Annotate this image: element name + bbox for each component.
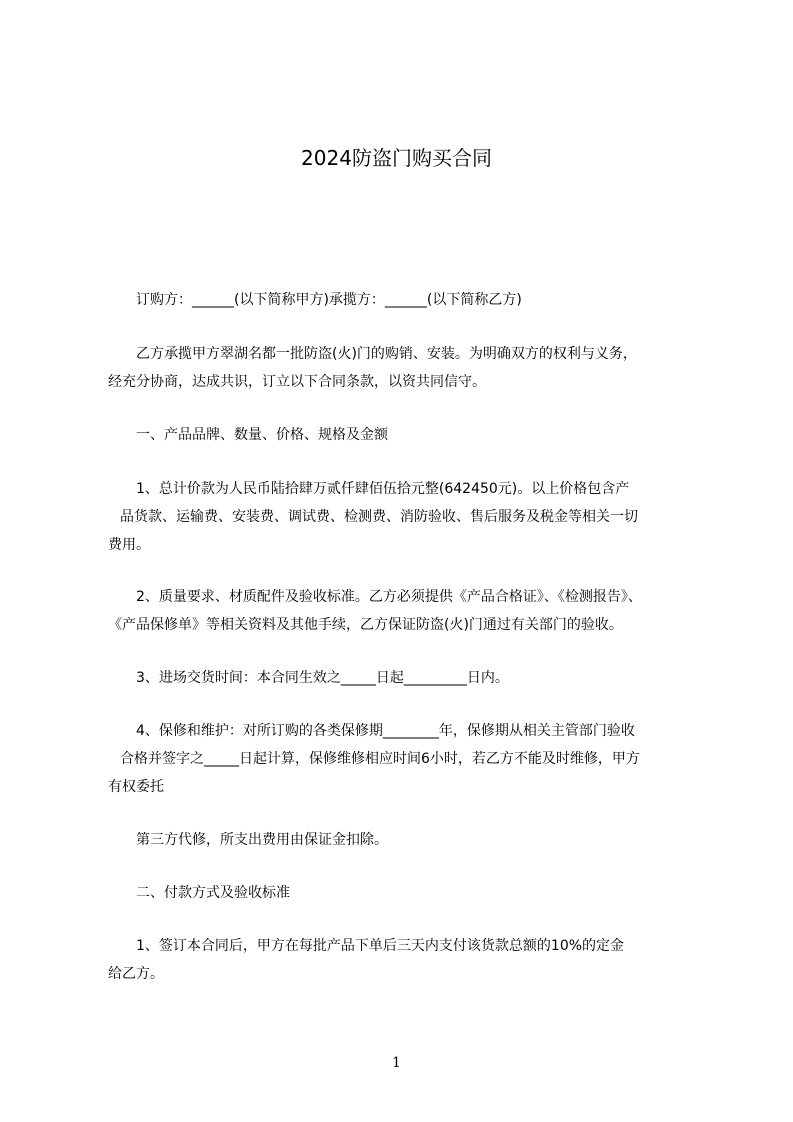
payment-1-line-1: 1、签订本合同后，甲方在每批产品下单后三天内支付该货款总额的10%的定金 <box>136 938 625 954</box>
page-number: 1 <box>392 1055 401 1071</box>
item-4-line-1: 4、保修和维护：对所订购的各类保修期________年，保修期从相关主管部门验收 <box>136 723 635 739</box>
document-title: 2024防盗门购买合同 <box>301 146 492 170</box>
item-2-line-2: 《产品保修单》等相关资料及其他手续，乙方保证防盗(火)门通过有关部门的验收。 <box>108 617 623 633</box>
item-2-line-1: 2、质量要求、材质配件及验收标准。乙方必须提供《产品合格证》、《检测报告》、 <box>136 589 642 605</box>
section-heading-2: 二、付款方式及验收标准 <box>136 885 290 901</box>
item-3-line: 3、进场交货时间：本合同生效之_____日起_________日内。 <box>136 670 509 686</box>
item-1-line-3: 费用。 <box>108 537 150 553</box>
section-heading-1: 一、产品品牌、数量、价格、规格及金额 <box>136 427 388 443</box>
item-4-line-2: 合格并签字之_____日起计算，保修维修相应时间6小时，若乙方不能及时维修，甲方 <box>120 751 640 767</box>
item-4-line-4: 第三方代修，所支出费用由保证金扣除。 <box>136 832 388 848</box>
parties-line: 订购方：______(以下简称甲方)承揽方：______(以下简称乙方) <box>136 292 522 308</box>
intro-line-1: 乙方承揽甲方翠湖名都一批防盗(火)门的购销、安装。为明确双方的权利与义务， <box>136 346 637 362</box>
item-4-line-3: 有权委托 <box>108 779 164 795</box>
item-1-line-2: 品货款、运输费、安装费、调试费、检测费、消防验收、售后服务及税金等相关一切 <box>120 509 638 525</box>
intro-line-2: 经充分协商，达成共识，订立以下合同条款，以资共同信守。 <box>108 374 486 390</box>
item-1-line-1: 1、总计价款为人民币陆拾肆万贰仟肆佰伍拾元整(642450元)。以上价格包含产 <box>136 481 630 497</box>
payment-1-line-2: 给乙方。 <box>108 966 164 982</box>
